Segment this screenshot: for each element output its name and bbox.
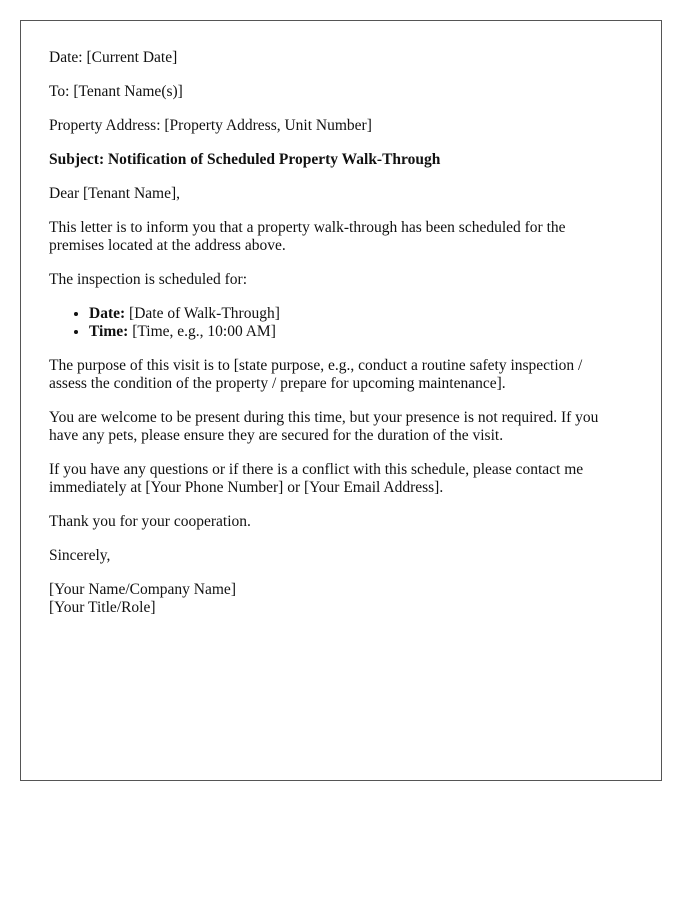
purpose-paragraph: The purpose of this visit is to [state purpose, e.g., conduct a routine safety inspection / assess the condition of the property / prepare for upcoming maintenance]. [49, 357, 583, 392]
intro-paragraph: This letter is to inform you that a property walk-through has been scheduled for the premises located at the address above. [49, 219, 566, 254]
salutation: Dear [Tenant Name], [49, 185, 181, 202]
date-line: Date: [Current Date] [49, 49, 178, 66]
property-address-line: Property Address: [Property Address, Unit Number] [49, 117, 372, 134]
recipient-line: To: [Tenant Name(s)] [49, 83, 183, 100]
schedule-time-value: [Time, e.g., 10:00 AM] [132, 323, 276, 340]
presence-paragraph: You are welcome to be present during this time, but your presence is not required. If you have any pets, please ensure they are secured for the duration of the visit. [49, 409, 599, 444]
letter-page [20, 20, 662, 781]
schedule-date-label: Date: [89, 305, 126, 322]
signature-block [49, 581, 624, 617]
schedule-list [49, 305, 633, 341]
thanks-line: Thank you for your cooperation. [49, 513, 251, 530]
schedule-intro: The inspection is scheduled for: [49, 271, 248, 288]
schedule-item-time [89, 323, 633, 341]
closing-line: Sincerely, [49, 547, 111, 564]
subject-line: Subject: Notification of Scheduled Property Walk-Through [49, 151, 441, 168]
schedule-date-value: [Date of Walk-Through] [129, 305, 280, 322]
schedule-time-label: Time: [89, 323, 129, 340]
signature-title: [Your Title/Role] [49, 599, 156, 616]
contact-paragraph: If you have any questions or if there is a conflict with this schedule, please contact me immediately at [Your Phone Number] or [Your Email Address]. [49, 461, 584, 496]
schedule-item-date [89, 305, 633, 323]
signature-name: [Your Name/Company Name] [49, 581, 236, 598]
